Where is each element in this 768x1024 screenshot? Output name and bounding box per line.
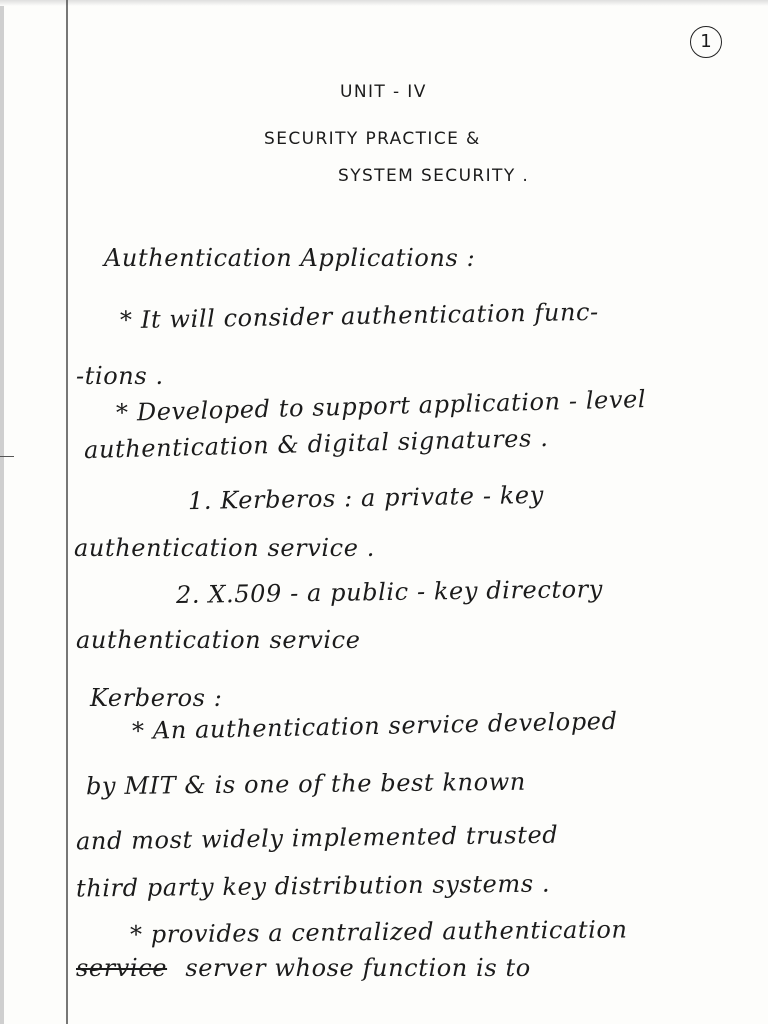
- section-heading-authentication-applications: Authentication Applications :: [104, 244, 476, 272]
- title-line-2: SYSTEM SECURITY .: [338, 166, 530, 186]
- paper-top-edge: [0, 0, 768, 6]
- margin-line: [66, 0, 68, 1024]
- note-line: * It will consider authentication func-: [119, 297, 600, 335]
- struck-out-word: service: [76, 954, 168, 982]
- note-line: -tions .: [76, 362, 164, 390]
- note-line: third party key distribution systems .: [75, 869, 551, 903]
- page-number: 1: [690, 26, 722, 58]
- note-line: * An authentication service developed: [131, 706, 618, 746]
- note-line-text: server whose function is to: [185, 954, 531, 982]
- title-line-1: SECURITY PRACTICE &: [264, 129, 481, 149]
- note-line: by MIT & is one of the best known: [85, 767, 527, 801]
- note-line: and most widely implemented trusted: [75, 820, 559, 856]
- unit-heading: UNIT - IV: [340, 82, 427, 102]
- note-line: 2. X.509 - a public - key directory: [175, 575, 604, 609]
- paper-left-edge: [0, 0, 4, 1024]
- note-line: authentication service: [76, 626, 361, 654]
- margin-tick-mark: [0, 456, 14, 457]
- section-heading-kerberos: Kerberos :: [90, 684, 223, 712]
- note-line: 1. Kerberos : a private - key: [187, 480, 545, 516]
- note-line: authentication service .: [74, 534, 375, 562]
- note-line: authentication & digital signatures .: [83, 423, 549, 465]
- note-line-last: [76, 954, 531, 982]
- note-line: * provides a centralized authentication: [129, 915, 628, 949]
- note-line: * Developed to support application - level: [115, 385, 647, 427]
